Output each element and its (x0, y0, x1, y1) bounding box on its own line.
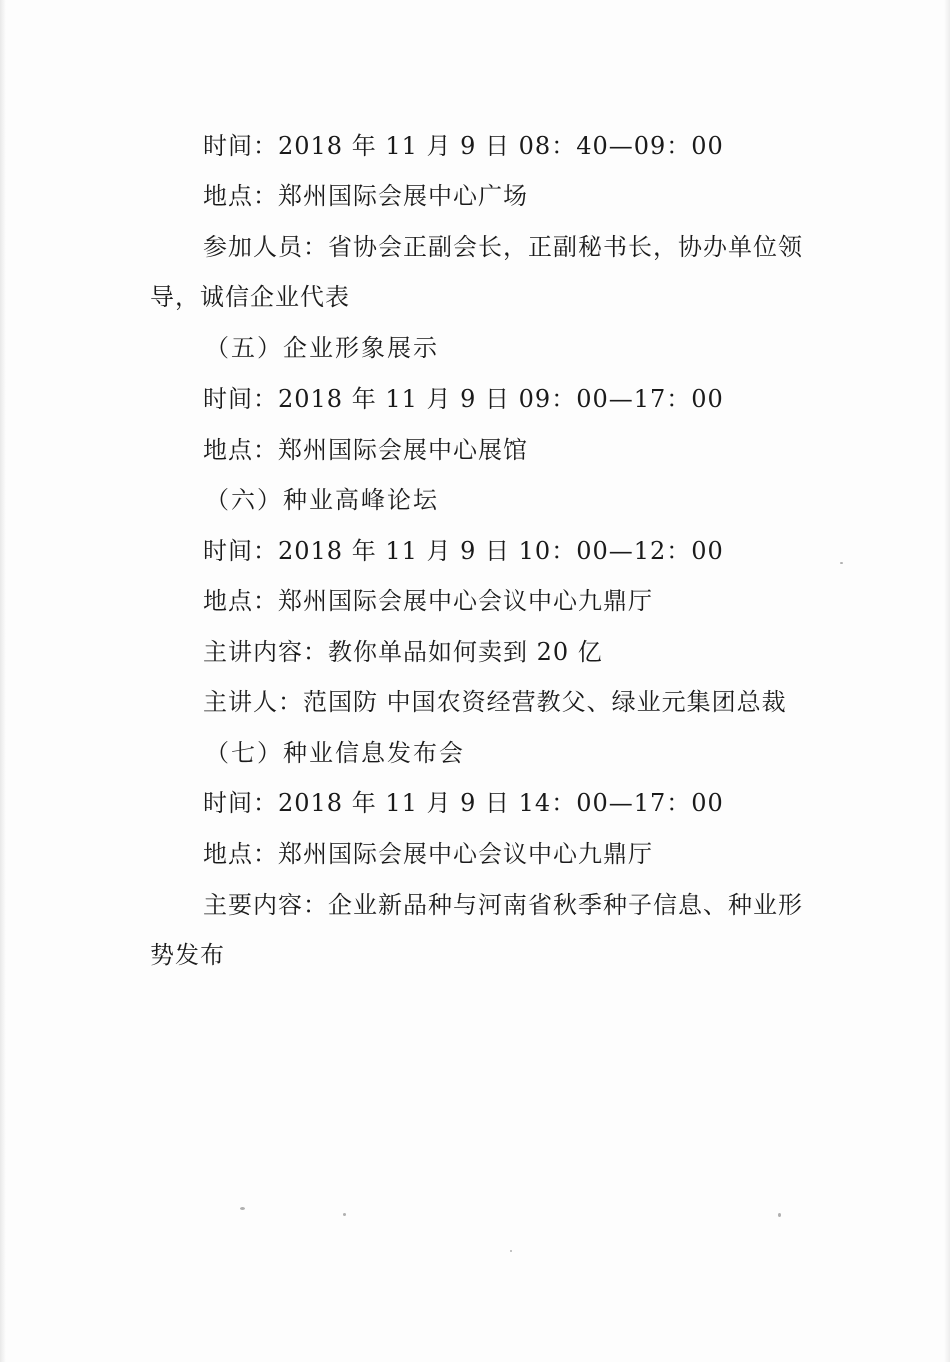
scan-speck (240, 1207, 245, 1210)
time-line-section-7: 时间：2018 年 11 月 9 日 14：00—17：00 (203, 789, 724, 817)
location-line-opening: 地点：郑州国际会展中心广场 (203, 182, 528, 210)
location-line-section-5: 地点：郑州国际会展中心展馆 (203, 436, 528, 464)
main-content-line: 主要内容：企业新品种与河南省秋季种子信息、种业形 (203, 891, 803, 919)
time-line-section-5: 时间：2018 年 11 月 9 日 09：00—17：00 (203, 385, 724, 413)
section-heading-5: （五）企业形象展示 (205, 334, 439, 362)
main-content-line-continued: 势发布 (150, 941, 225, 969)
attendees-line: 参加人员：省协会正副会长，正副秘书长，协办单位领 (203, 233, 803, 261)
location-line-section-6: 地点：郑州国际会展中心会议中心九鼎厅 (203, 587, 653, 615)
time-line-opening: 时间：2018 年 11 月 9 日 08：40—09：00 (203, 132, 724, 160)
location-line-section-7: 地点：郑州国际会展中心会议中心九鼎厅 (203, 840, 653, 868)
scan-speck (840, 562, 843, 564)
section-heading-7: （七）种业信息发布会 (205, 739, 465, 767)
scan-right-edge (944, 0, 950, 1362)
section-heading-6: （六）种业高峰论坛 (205, 486, 439, 514)
scan-speck (343, 1213, 346, 1216)
scan-speck (778, 1213, 781, 1217)
speaker-line: 主讲人：范国防 中国农资经营教父、绿业元集团总裁 (203, 688, 787, 716)
lecture-topic-line: 主讲内容：教你单品如何卖到 20 亿 (203, 638, 603, 666)
scan-speck (510, 1250, 512, 1252)
time-line-section-6: 时间：2018 年 11 月 9 日 10：00—12：00 (203, 537, 724, 565)
scan-left-edge (0, 0, 6, 1362)
attendees-line-continued: 导，诚信企业代表 (150, 283, 350, 311)
